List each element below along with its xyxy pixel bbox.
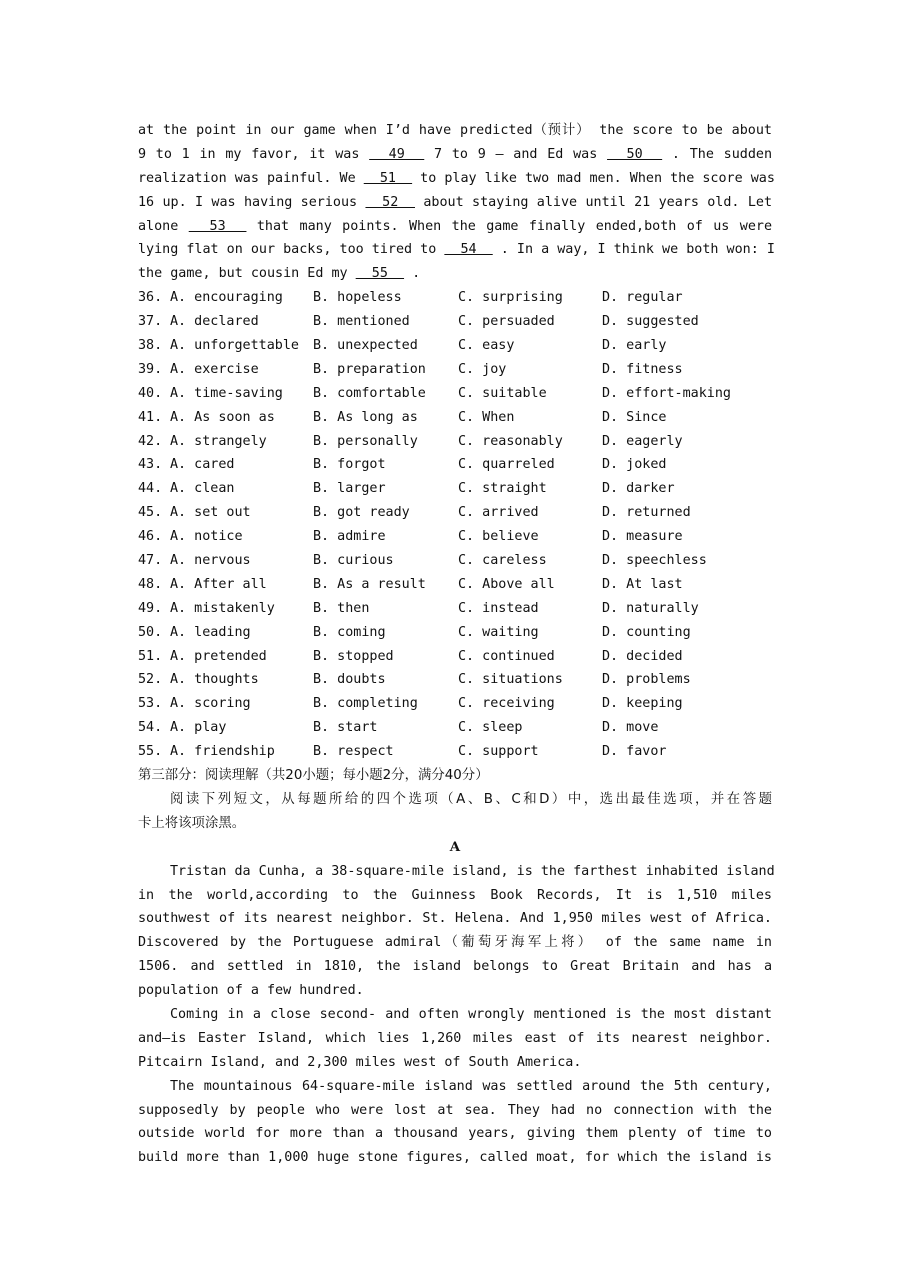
- option-a: A. clean: [170, 481, 235, 497]
- option-a: A. friendship: [170, 744, 275, 760]
- cloze-text: at the point in our game when I’d have predicted（预计） the score to be about: [138, 123, 772, 138]
- passage-line: supposedly by people who were lost at sea. They had no connection with the: [138, 1102, 772, 1118]
- option-d: D. decided: [602, 648, 683, 664]
- option-c: C. waiting: [458, 624, 539, 640]
- question-number: 48.: [138, 576, 163, 592]
- option-b: B. preparation: [313, 361, 426, 377]
- option-b: B. got ready: [313, 505, 410, 521]
- option-row: [138, 597, 772, 621]
- cloze-text: 7 to 9 — and Ed was: [434, 146, 598, 162]
- section-instruction: 阅读下列短文，从每题所给的四个选项（A、B、C和D）中，选出最佳选项，并在答题: [170, 791, 772, 807]
- option-b: B. completing: [313, 696, 418, 712]
- passage-line: and—is Easter Island, which lies 1,260 miles east of its nearest neighbor.: [138, 1030, 772, 1046]
- question-number: 40.: [138, 385, 163, 401]
- option-a: A. set out: [170, 505, 251, 521]
- option-b: B. As a result: [313, 576, 426, 592]
- option-row: [138, 645, 772, 669]
- passage-line: in the world,according to the Guinness Book Records, It is 1,510 miles: [138, 887, 772, 903]
- question-number: 38.: [138, 338, 163, 354]
- option-b: B. doubts: [313, 672, 386, 688]
- option-c: C. easy: [458, 338, 515, 354]
- cloze-text: about staying alive until 21 years old. Let: [423, 194, 773, 210]
- option-d: D. keeping: [602, 696, 683, 712]
- option-a: A. thoughts: [170, 672, 259, 688]
- cloze-line: [138, 262, 772, 286]
- option-d: D. returned: [602, 505, 691, 521]
- cloze-line: [138, 119, 772, 143]
- option-a: A. exercise: [170, 361, 259, 377]
- option-d: D. move: [602, 720, 659, 736]
- option-row: [138, 430, 772, 454]
- passage-line: build more than 1,000 huge stone figures, called moat, for which the island is: [138, 1150, 772, 1166]
- section-heading: 第三部分：阅读理解（共20小题；每小题2分，满分40分）: [138, 768, 489, 784]
- option-d: D. problems: [602, 672, 691, 688]
- option-b: B. start: [313, 720, 378, 736]
- cloze-text: 16 up. I was having serious: [138, 194, 358, 210]
- cloze-text: the game, but cousin Ed my: [138, 266, 348, 282]
- option-c: C. When: [458, 409, 515, 425]
- option-a: A. nervous: [170, 553, 251, 569]
- option-row: [138, 716, 772, 740]
- option-c: C. continued: [458, 648, 555, 664]
- option-row: [138, 406, 772, 430]
- passage-line: 1506. and settled in 1810, the island belongs to Great Britain and has a: [138, 959, 772, 975]
- option-row: [138, 286, 772, 310]
- cloze-text: . In a way, I think we both won: I: [500, 242, 775, 258]
- option-a: A. time-saving: [170, 385, 283, 401]
- option-c: C. joy: [458, 361, 507, 377]
- option-row: [138, 621, 772, 645]
- question-number: 42.: [138, 433, 163, 449]
- option-row: [138, 692, 772, 716]
- cloze-line: [138, 167, 775, 191]
- passage-line: southwest of its nearest neighbor. St. Helena. And 1,950 miles west of Africa.: [138, 911, 772, 927]
- option-d: D. Since: [602, 409, 667, 425]
- option-a: A. mistakenly: [170, 600, 275, 616]
- question-number: 41.: [138, 409, 163, 425]
- options-list: [138, 286, 772, 764]
- option-b: B. admire: [313, 529, 386, 545]
- option-b: B. coming: [313, 624, 386, 640]
- option-c: C. instead: [458, 600, 539, 616]
- question-number: 44.: [138, 481, 163, 497]
- option-c: C. believe: [458, 529, 539, 545]
- blank-54: 54: [444, 242, 493, 258]
- page-content: [138, 119, 775, 1170]
- option-a: A. unforgettable: [170, 338, 299, 354]
- option-a: A. cared: [170, 457, 235, 473]
- section-instruction: 卡上将该项涂黑。: [138, 815, 246, 831]
- option-d: D. early: [602, 338, 667, 354]
- passage-line: outside world for more than a thousand years, giving them plenty of time to: [138, 1126, 772, 1142]
- option-b: B. then: [313, 600, 370, 616]
- option-row: [138, 453, 772, 477]
- option-c: C. Above all: [458, 576, 555, 592]
- option-d: D. fitness: [602, 361, 683, 377]
- option-a: A. After all: [170, 576, 267, 592]
- option-b: B. respect: [313, 744, 394, 760]
- cloze-line: [138, 238, 775, 262]
- option-row: [138, 358, 772, 382]
- option-b: B. stopped: [313, 648, 394, 664]
- blank-53: 53: [188, 218, 247, 234]
- cloze-passage: [138, 119, 775, 286]
- question-number: 45.: [138, 505, 163, 521]
- blank-51: 51: [363, 170, 413, 186]
- cloze-line: [138, 143, 772, 167]
- blank-55: 55: [355, 266, 405, 282]
- question-number: 47.: [138, 553, 163, 569]
- question-number: 46.: [138, 529, 163, 545]
- option-row: [138, 573, 772, 597]
- option-a: A. notice: [170, 529, 243, 545]
- option-row: [138, 501, 772, 525]
- blank-49: 49: [369, 146, 425, 162]
- cloze-text: lying flat on our backs, too tired to: [138, 242, 437, 258]
- option-row: [138, 477, 772, 501]
- option-d: D. naturally: [602, 600, 699, 616]
- option-c: C. straight: [458, 481, 547, 497]
- option-d: D. At last: [602, 576, 683, 592]
- option-c: C. quarreled: [458, 457, 555, 473]
- question-number: 49.: [138, 600, 163, 616]
- option-d: D. measure: [602, 529, 683, 545]
- option-b: B. unexpected: [313, 338, 418, 354]
- option-c: C. persuaded: [458, 314, 555, 330]
- option-c: C. support: [458, 744, 539, 760]
- option-d: D. speechless: [602, 553, 707, 569]
- option-a: A. play: [170, 720, 227, 736]
- cloze-text: to play like two mad men. When the score was: [420, 170, 775, 186]
- option-a: A. leading: [170, 624, 251, 640]
- option-a: A. encouraging: [170, 290, 283, 306]
- option-a: A. pretended: [170, 648, 267, 664]
- option-b: B. As long as: [313, 409, 418, 425]
- question-number: 36.: [138, 290, 163, 306]
- passage-a: [138, 860, 775, 1171]
- option-b: B. mentioned: [313, 314, 410, 330]
- cloze-line: [138, 191, 772, 215]
- option-d: D. regular: [602, 290, 683, 306]
- option-d: D. effort-making: [602, 385, 731, 401]
- option-d: D. joked: [602, 457, 667, 473]
- option-d: D. eagerly: [602, 433, 683, 449]
- option-d: D. counting: [602, 624, 691, 640]
- cloze-line: [138, 215, 772, 239]
- option-c: C. suitable: [458, 385, 547, 401]
- question-number: 52.: [138, 672, 163, 688]
- cloze-text: 9 to 1 in my favor, it was: [138, 146, 360, 162]
- option-a: A. strangely: [170, 433, 267, 449]
- option-c: C. surprising: [458, 290, 563, 306]
- question-number: 39.: [138, 361, 163, 377]
- question-number: 37.: [138, 314, 163, 330]
- option-c: C. careless: [458, 553, 547, 569]
- option-row: [138, 310, 772, 334]
- option-a: A. As soon as: [170, 409, 275, 425]
- option-b: B. hopeless: [313, 290, 402, 306]
- option-row: [138, 382, 772, 406]
- option-row: [138, 525, 772, 549]
- passage-line: Discovered by the Portuguese admiral（葡萄牙海军上将） of the same name in: [138, 935, 772, 951]
- option-row: [138, 668, 772, 692]
- blank-52: 52: [365, 194, 415, 210]
- passage-line: Tristan da Cunha, a 38-square-mile island, is the farthest inhabited island: [170, 863, 775, 879]
- passage-line: Pitcairn Island, and 2,300 miles west of South America.: [138, 1054, 582, 1070]
- passage-line: Coming in a close second- and often wrongly mentioned is the most distant: [170, 1006, 772, 1022]
- option-d: D. darker: [602, 481, 675, 497]
- cloze-text: alone: [138, 218, 179, 234]
- cloze-text: .: [412, 266, 421, 282]
- option-d: D. favor: [602, 744, 667, 760]
- passage-label: A: [449, 838, 461, 855]
- option-b: B. larger: [313, 481, 386, 497]
- option-c: C. arrived: [458, 505, 539, 521]
- question-number: 55.: [138, 744, 163, 760]
- question-number: 53.: [138, 696, 163, 712]
- question-number: 54.: [138, 720, 163, 736]
- option-a: A. scoring: [170, 696, 251, 712]
- blank-50: 50: [607, 146, 663, 162]
- option-a: A. declared: [170, 314, 259, 330]
- cloze-text: . The sudden: [671, 146, 773, 162]
- option-row: [138, 334, 772, 358]
- question-number: 43.: [138, 457, 163, 473]
- option-c: C. sleep: [458, 720, 523, 736]
- option-c: C. situations: [458, 672, 563, 688]
- option-row: [138, 549, 772, 573]
- option-b: B. forgot: [313, 457, 386, 473]
- option-b: B. personally: [313, 433, 418, 449]
- option-b: B. curious: [313, 553, 394, 569]
- cloze-text: that many points. When the game finally ended,both of us were: [256, 218, 773, 234]
- cloze-text: realization was painful. We: [138, 170, 356, 186]
- option-row: [138, 740, 772, 764]
- question-number: 51.: [138, 648, 163, 664]
- question-number: 50.: [138, 624, 163, 640]
- passage-line: The mountainous 64-square-mile island was settled around the 5th century,: [170, 1078, 772, 1094]
- option-c: C. receiving: [458, 696, 555, 712]
- passage-line: population of a few hundred.: [138, 983, 364, 999]
- option-b: B. comfortable: [313, 385, 426, 401]
- option-d: D. suggested: [602, 314, 699, 330]
- option-c: C. reasonably: [458, 433, 563, 449]
